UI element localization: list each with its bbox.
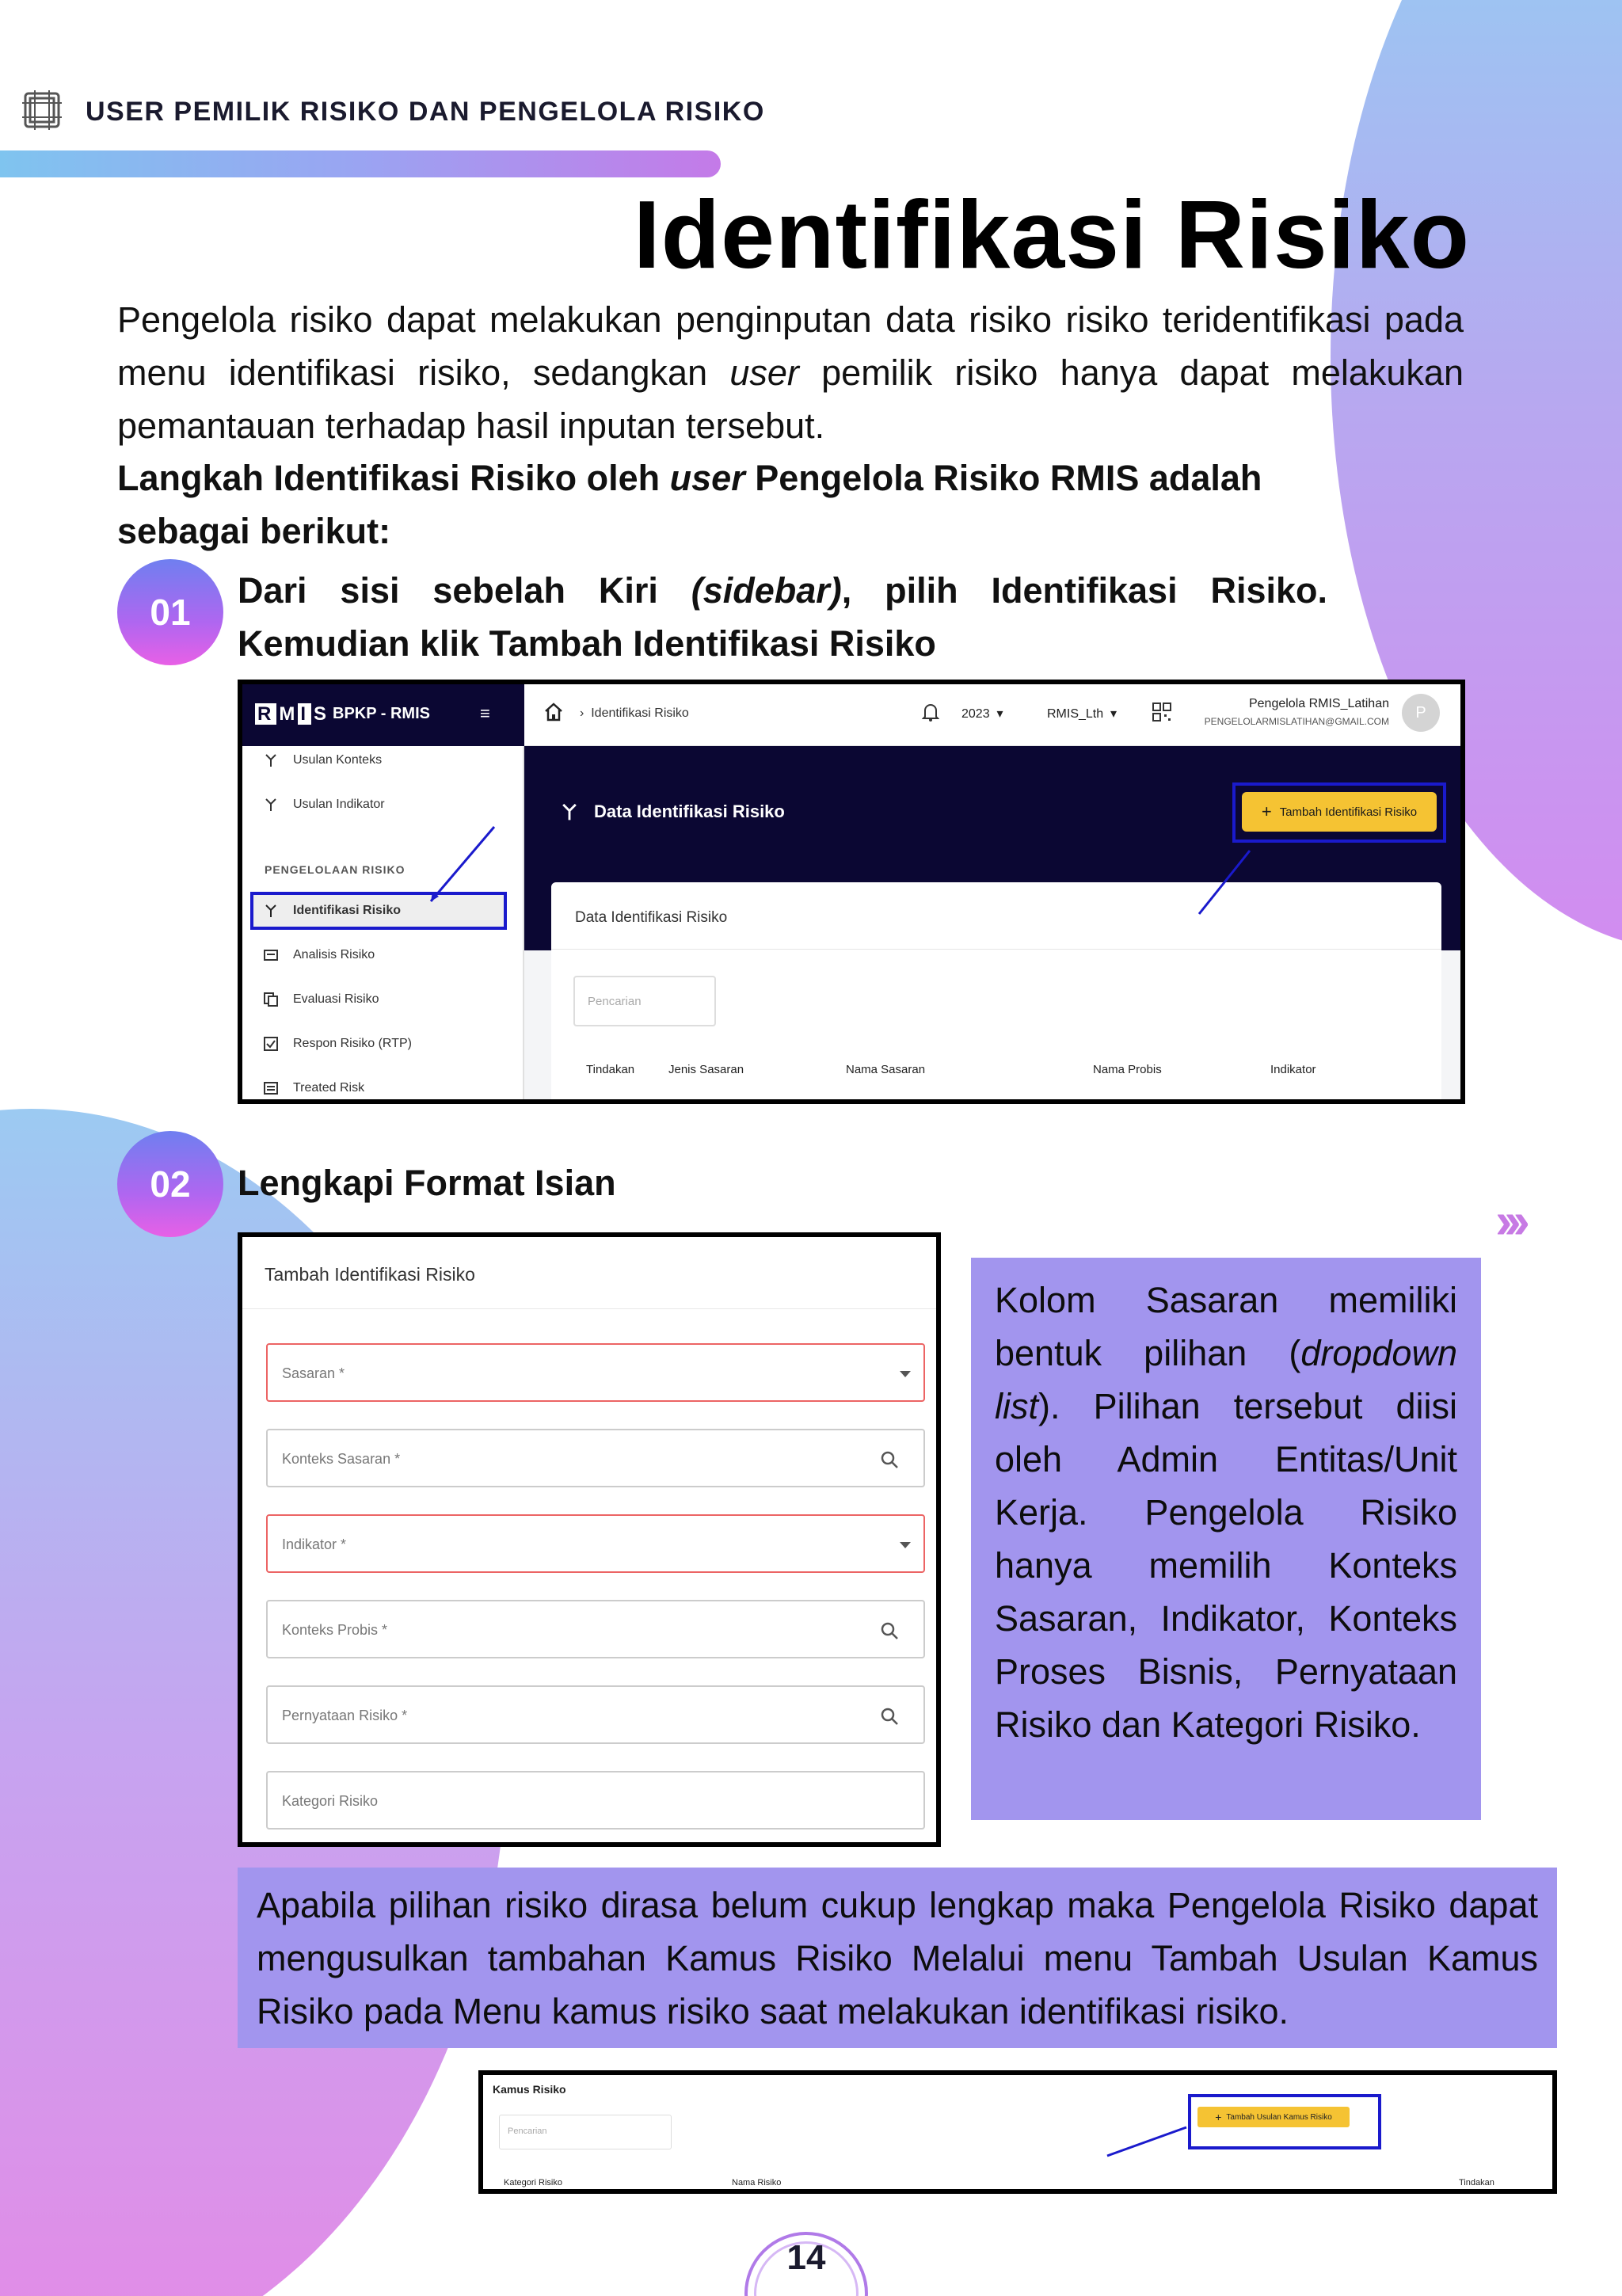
pernyataan-risiko-field[interactable]: Pernyataan Risiko * [266, 1685, 925, 1744]
konteks-sasaran-field[interactable]: Konteks Sasaran * [266, 1429, 925, 1487]
user-name: Pengelola RMIS_Latihan [1248, 697, 1389, 710]
sidebar-item-treated-risk[interactable]: Treated Risk [263, 1080, 364, 1096]
steps-lead: Langkah Identifikasi Risiko oleh user Pengelola Risiko RMIS adalah sebagai berikut: [117, 458, 1262, 551]
sidebar-item-identifikasi-risiko[interactable]: Identifikasi Risiko [263, 903, 401, 919]
card-title: Data Identifikasi Risiko [575, 909, 728, 926]
app-name: BPKP - RMIS [333, 705, 430, 722]
sidebar-section-title: PENGELOLAAN RISIKO [265, 863, 406, 876]
column-header: Nama Risiko [732, 2178, 782, 2187]
header-title: USER PEMILIK RISIKO DAN PENGELOLA RISIKO [86, 97, 765, 127]
kamus-title: Kamus Risiko [493, 2083, 566, 2096]
column-header: Tindakan [586, 1063, 635, 1076]
sidebar-item-usulan-konteks[interactable]: Usulan Konteks [263, 752, 382, 768]
intro-paragraph: Pengelola risiko dapat melakukan penginputan data risiko risiko teridentifikasi pada menu identifikasi risiko, sedangkan user pemilik risiko hanya dapat melakukan pemantauan terhadap hasil inputan tersebut. [117, 299, 1464, 446]
screenshot-kamus-risiko [478, 2070, 1557, 2194]
plus-icon: + [1215, 2111, 1222, 2123]
column-header: Jenis Sasaran [668, 1063, 744, 1076]
kategori-risiko-field[interactable]: Kategori Risiko [266, 1771, 925, 1830]
form-divider [242, 1308, 936, 1309]
sidebar-item-evaluasi-risiko[interactable]: Evaluasi Risiko [263, 992, 379, 1007]
step-1-badge: 01 [117, 559, 223, 665]
breadcrumb[interactable]: › Identifikasi Risiko [580, 706, 689, 720]
step-2-text: Lengkapi Format Isian [238, 1163, 616, 1203]
sasaran-explanation-box: Kolom Sasaran memiliki bentuk pilihan (dropdown list). Pilihan tersebut diisi oleh Admin Entitas/Unit Kerja. Pengelola Risiko hanya memilih Konteks Sasaran, Indikator, Konteks Proses Bisnis, Pernyataan Risiko dan Kategori Risiko. [971, 1258, 1481, 1820]
avatar[interactable]: P [1402, 694, 1440, 732]
search-input[interactable]: Pencarian [573, 976, 716, 1026]
dropdown-caret-icon [900, 1371, 911, 1377]
search-icon[interactable] [879, 1449, 900, 1470]
sidebar-item-analisis-risiko[interactable]: Analisis Risiko [263, 947, 375, 963]
tambah-usulan-kamus-button[interactable]: + Tambah Usulan Kamus Risiko [1197, 2107, 1350, 2127]
step-1-text: Dari sisi sebelah Kiri (sidebar), pilih Identifikasi Risiko. Kemudian klik Tambah Identifikasi Risiko [238, 570, 1327, 664]
org-select[interactable]: RMIS_Lth ▾ [1047, 707, 1118, 721]
sasaran-select[interactable]: Sasaran * [266, 1343, 925, 1402]
search-icon[interactable] [879, 1620, 900, 1641]
data-identifikasi-heading: Data Identifikasi Risiko [559, 802, 785, 822]
header-gradient-bar [0, 150, 721, 177]
screenshot-form-tambah [238, 1232, 941, 1847]
menu-collapse-icon[interactable]: ≡ [480, 703, 490, 723]
kamus-search-input[interactable]: Pencarian [499, 2115, 672, 2149]
annotation-arrows [242, 684, 1465, 1104]
dropdown-caret-icon [900, 1542, 911, 1548]
indikator-select[interactable]: Indikator * [266, 1514, 925, 1573]
column-header: Tindakan [1459, 2178, 1494, 2187]
form-title: Tambah Identifikasi Risiko [265, 1264, 475, 1285]
screenshot-data-identifikasi [238, 680, 1465, 1104]
konteks-probis-field[interactable]: Konteks Probis * [266, 1600, 925, 1658]
chevron-right-icon: › [580, 706, 592, 720]
column-header: Kategori Risiko [504, 2178, 562, 2187]
column-header: Nama Probis [1093, 1063, 1162, 1076]
column-header: Nama Sasaran [846, 1063, 926, 1076]
user-email: PENGELOLARMISLATIHAN@GMAIL.COM [1204, 716, 1389, 727]
page-title: Identifikasi Risiko [633, 181, 1470, 288]
step-2-badge: 02 [117, 1131, 223, 1237]
page-number: 14 [786, 2238, 826, 2277]
layers-frame-icon [21, 89, 63, 131]
sidebar-item-respon-risiko[interactable]: Respon Risiko (RTP) [263, 1036, 412, 1052]
rmis-logo: R M I S [255, 703, 329, 725]
tambah-identifikasi-risiko-button[interactable]: + Tambah Identifikasi Risiko [1242, 792, 1437, 832]
annotation-arrow [483, 2075, 1557, 2194]
plus-icon: + [1261, 802, 1272, 821]
sidebar-item-usulan-indikator[interactable]: Usulan Indikator [263, 797, 385, 813]
usulan-kamus-note: Apabila pilihan risiko dirasa belum cukup lengkap maka Pengelola Risiko dapat mengusulkan tambahan Kamus Risiko Melalui menu Tambah Usulan Kamus Risiko pada Menu kamus risiko saat melakukan identifikasi risiko. [238, 1868, 1557, 2048]
year-select[interactable]: 2023 ▾ [961, 707, 1003, 721]
search-icon[interactable] [879, 1706, 900, 1727]
column-header: Indikator [1270, 1063, 1316, 1076]
chevrons-right-icon: ››› [1495, 1192, 1522, 1249]
